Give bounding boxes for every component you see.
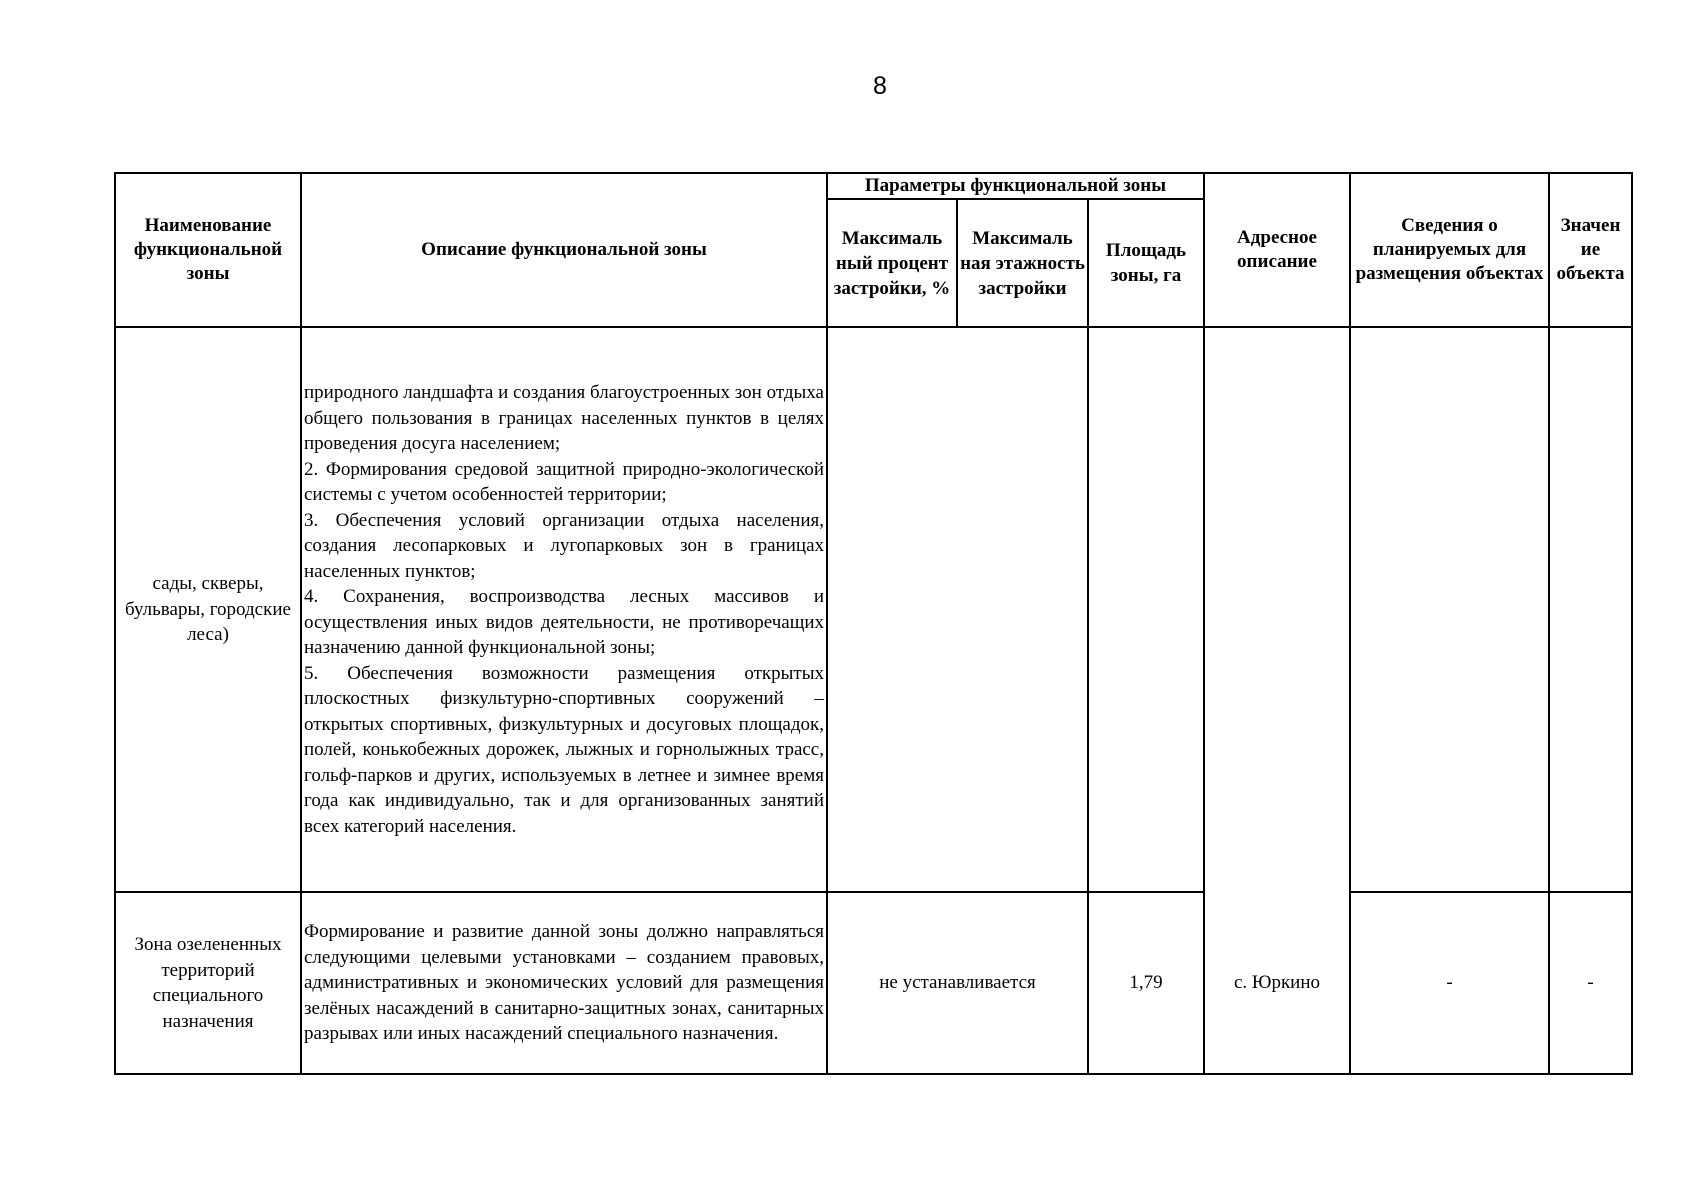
description-paragraph: 4. Сохранения, воспроизводства лесных массивов и осуществления иных видов деятельности, не противоречащих назначению данной функциональной зоны; bbox=[304, 586, 824, 658]
area-cell: 1,79 bbox=[1088, 892, 1204, 1074]
description-paragraph: 3. Обеспечения условий организации отдыха населения, создания лесопарковых и лугопарковых зон в границах населенных пунктов; bbox=[304, 509, 824, 582]
header-object-significance: Значен ие объекта bbox=[1549, 173, 1632, 327]
description-paragraph: 5. Обеспечения возможности размещения открытых плоскостных физкультурно-спортивных сооружений – открытых спортивных, физкультурных и досуговых площадок, полей, конькобежных дорожек, лыжных и горнолыжных трасс, гольф-парков и других, используемых в летнее и зимнее время года как индивидуально, так и для организованных занятий всех категорий населения. bbox=[304, 662, 824, 837]
area-cell-empty bbox=[1088, 327, 1204, 892]
header-max-percent: Максималь ный процент застройки, % bbox=[827, 199, 957, 327]
planned-cell-empty bbox=[1350, 327, 1549, 892]
functional-zones-table bbox=[114, 172, 1633, 1075]
header-row-top bbox=[115, 173, 1632, 199]
description-paragraph: 2. Формирования средовой защитной природно-экологической системы с учетом особенностей территории; bbox=[304, 458, 824, 505]
header-address: Адресное описание bbox=[1204, 173, 1350, 327]
params-cell: не устанавливается bbox=[827, 892, 1088, 1074]
significance-cell-empty bbox=[1549, 327, 1632, 892]
zone-name-cell: сады, скверы, бульвары, городские леса) bbox=[115, 327, 301, 892]
header-zone-name: Наименование функциональной зоны bbox=[115, 173, 301, 327]
header-max-floors: Максималь ная этажность застройки bbox=[957, 199, 1088, 327]
planned-cell: - bbox=[1350, 892, 1549, 1074]
header-planned-objects: Сведения о планируемых для размещения объектах bbox=[1350, 173, 1549, 327]
table-row bbox=[115, 327, 1632, 892]
address-cell: с. Юркино bbox=[1204, 892, 1350, 1074]
header-zone-parameters: Параметры функциональной зоны bbox=[827, 173, 1204, 199]
table-row bbox=[115, 892, 1632, 1074]
params-cell-empty bbox=[827, 327, 1088, 892]
address-cell-empty bbox=[1204, 327, 1350, 892]
zone-description-cell bbox=[301, 327, 827, 892]
header-zone-description: Описание функциональной зоны bbox=[301, 173, 827, 327]
significance-cell: - bbox=[1549, 892, 1632, 1074]
description-paragraph: природного ландшафта и создания благоустроенных зон отдыха общего пользования в границах населенных пунктов в целях проведения досуга населением; bbox=[304, 382, 824, 454]
zone-description-cell bbox=[301, 892, 827, 1074]
zone-name-cell: Зона озелененных территорий специального назначения bbox=[115, 892, 301, 1074]
header-area: Площадь зоны, га bbox=[1088, 199, 1204, 327]
page-number: 8 bbox=[873, 72, 887, 100]
description-paragraph: Формирование и развитие данной зоны должно направляться следующими целевыми установками – созданием правовых, административных и экономических условий для размещения зелёных насаждений в санитарно-защитных зонах, санитарных разрывах или иных насаждений специального назначения. bbox=[304, 921, 824, 1045]
